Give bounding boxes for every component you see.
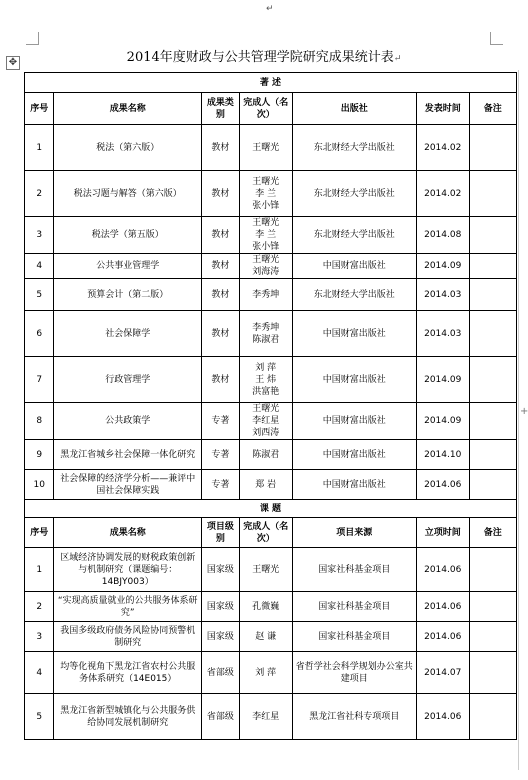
cell-authors: 李红星: [239, 694, 292, 740]
publication-row: [25, 125, 517, 171]
project-row: [25, 694, 517, 740]
publication-row: [25, 254, 517, 279]
publication-row: [25, 217, 517, 254]
page-corner-mark: [26, 32, 39, 45]
cell-note: [469, 357, 516, 403]
publication-row: [25, 171, 517, 217]
section-header: 课 题: [25, 500, 517, 518]
document-title: [0, 46, 528, 65]
cell-type: 教材: [201, 311, 239, 357]
cell-type: 教材: [201, 171, 239, 217]
cell-no: 3: [25, 622, 54, 652]
cell-authors: 王曙光: [239, 548, 292, 592]
column-header: 立项时间: [416, 518, 469, 548]
cell-no: 4: [25, 652, 54, 694]
cell-note: [469, 171, 516, 217]
cell-authors: 王曙光 李红星 刘西涛: [239, 403, 292, 440]
column-header: 成果名称: [54, 93, 201, 125]
cell-no: 2: [25, 592, 54, 622]
cell-authors: 李秀坤: [239, 279, 292, 311]
cell-source: 国家社科基金项目: [292, 592, 416, 622]
cell-authors: 李秀坤 陈淑君: [239, 311, 292, 357]
cell-name: 区域经济协调发展的财税政策创新与机制研究（课题编号：14BJY003）: [54, 548, 201, 592]
cell-publisher: 东北财经大学出版社: [292, 217, 416, 254]
cell-level: 省部级: [201, 652, 239, 694]
cell-no: 3: [25, 217, 54, 254]
cell-publisher: 中国财富出版社: [292, 254, 416, 279]
cell-note: [469, 440, 516, 470]
cell-no: 9: [25, 440, 54, 470]
cell-date: 2014.06: [416, 470, 469, 500]
cell-type: 专著: [201, 440, 239, 470]
publication-row: [25, 311, 517, 357]
cell-date: 2014.09: [416, 254, 469, 279]
cell-note: [469, 254, 516, 279]
cell-name: 预算会计（第二版）: [54, 279, 201, 311]
cell-publisher: 中国财富出版社: [292, 403, 416, 440]
cell-type: 专著: [201, 470, 239, 500]
cell-type: 教材: [201, 254, 239, 279]
cell-name: 社会保障的经济学分析——兼评中国社会保障实践: [54, 470, 201, 500]
cell-authors: 孔微巍: [239, 592, 292, 622]
cell-source: 省哲学社会科学规划办公室共建项目: [292, 652, 416, 694]
project-row: [25, 548, 517, 592]
cell-authors: 郑 岩: [239, 470, 292, 500]
cell-authors: 刘 萍 王 炜 洪富艳: [239, 357, 292, 403]
column-header: 备注: [469, 93, 516, 125]
margin-add-icon[interactable]: +: [520, 406, 528, 417]
cell-publisher: 中国财富出版社: [292, 470, 416, 500]
cell-note: [469, 217, 516, 254]
cell-authors: 刘 萍: [239, 652, 292, 694]
publication-row: [25, 357, 517, 403]
cell-level: 国家级: [201, 592, 239, 622]
cell-publisher: 中国财富出版社: [292, 440, 416, 470]
cell-name: 均等化视角下黑龙江省农村公共服务体系研究（14E015）: [54, 652, 201, 694]
cell-name: 税法学（第五版）: [54, 217, 201, 254]
cell-type: 教材: [201, 217, 239, 254]
cell-no: 1: [25, 125, 54, 171]
publication-row: [25, 440, 517, 470]
cell-note: [469, 652, 516, 694]
cell-no: 8: [25, 403, 54, 440]
cell-date: 2014.02: [416, 125, 469, 171]
cell-name: 社会保障学: [54, 311, 201, 357]
cell-no: 10: [25, 470, 54, 500]
cell-level: 省部级: [201, 694, 239, 740]
cell-date: 2014.02: [416, 171, 469, 217]
cell-no: 5: [25, 694, 54, 740]
cell-name: 行政管理学: [54, 357, 201, 403]
cell-date: 2014.07: [416, 652, 469, 694]
cell-publisher: 东北财经大学出版社: [292, 279, 416, 311]
cell-date: 2014.06: [416, 548, 469, 592]
cell-publisher: 中国财富出版社: [292, 311, 416, 357]
page-corner-mark: [490, 32, 503, 45]
cell-source: 国家社科基金项目: [292, 548, 416, 592]
cell-date: 2014.06: [416, 622, 469, 652]
cell-note: [469, 592, 516, 622]
cell-note: [469, 403, 516, 440]
cell-publisher: 中国财富出版社: [292, 357, 416, 403]
project-row: [25, 592, 517, 622]
column-header: 项目级别: [201, 518, 239, 548]
cell-note: [469, 279, 516, 311]
cell-name: 我国多级政府债务风险协同预警机制研究: [54, 622, 201, 652]
column-header: 序号: [25, 518, 54, 548]
cell-authors: 王曙光 李 兰 张小锋: [239, 171, 292, 217]
results-table: [24, 72, 517, 740]
cell-no: 4: [25, 254, 54, 279]
table-move-handle-icon[interactable]: ✥: [6, 56, 20, 70]
cell-note: [469, 470, 516, 500]
cell-date: 2014.09: [416, 403, 469, 440]
margin-rule: [518, 70, 519, 770]
column-header: 完成人（名次）: [239, 93, 292, 125]
column-header: 序号: [25, 93, 54, 125]
title-text: 2014年度财政与公共管理学院研究成果统计表: [126, 50, 394, 65]
cell-note: [469, 694, 516, 740]
cell-date: 2014.03: [416, 311, 469, 357]
cell-name: 黑龙江省新型城镇化与公共服务供给协同发展机制研究: [54, 694, 201, 740]
project-row: [25, 622, 517, 652]
cell-date: 2014.10: [416, 440, 469, 470]
cell-authors: 赵 谦: [239, 622, 292, 652]
cell-no: 5: [25, 279, 54, 311]
cell-date: 2014.06: [416, 694, 469, 740]
cell-source: 国家社科基金项目: [292, 622, 416, 652]
cell-authors: 王曙光 李 兰 张小锋: [239, 217, 292, 254]
cell-note: [469, 125, 516, 171]
cell-name: “实现高质量就业的公共服务体系研究”: [54, 592, 201, 622]
publication-row: [25, 279, 517, 311]
paragraph-mark-icon: ↵: [393, 54, 402, 64]
cell-publisher: 东北财经大学出版社: [292, 125, 416, 171]
section-header: 著 述: [25, 73, 517, 93]
cell-date: 2014.06: [416, 592, 469, 622]
cell-note: [469, 548, 516, 592]
paragraph-mark-icon: ↵: [266, 4, 274, 14]
cell-no: 7: [25, 357, 54, 403]
cell-authors: 陈淑君: [239, 440, 292, 470]
cell-name: 税法（第六版）: [54, 125, 201, 171]
cell-authors: 王曙光 刘海涛: [239, 254, 292, 279]
cell-name: 公共事业管理学: [54, 254, 201, 279]
cell-authors: 王曙光: [239, 125, 292, 171]
cell-note: [469, 311, 516, 357]
cell-type: 教材: [201, 357, 239, 403]
column-header: 完成人（名次）: [239, 518, 292, 548]
column-header: 出版社: [292, 93, 416, 125]
publication-row: [25, 470, 517, 500]
cell-date: 2014.08: [416, 217, 469, 254]
cell-note: [469, 622, 516, 652]
cell-name: 公共政策学: [54, 403, 201, 440]
cell-date: 2014.03: [416, 279, 469, 311]
cell-no: 6: [25, 311, 54, 357]
cell-publisher: 东北财经大学出版社: [292, 171, 416, 217]
cell-name: 税法习题与解答（第六版）: [54, 171, 201, 217]
cell-type: 教材: [201, 125, 239, 171]
publication-row: [25, 403, 517, 440]
column-header: 项目来源: [292, 518, 416, 548]
cell-level: 国家级: [201, 622, 239, 652]
cell-date: 2014.09: [416, 357, 469, 403]
cell-name: 黑龙江省城乡社会保障一体化研究: [54, 440, 201, 470]
cell-source: 黑龙江省社科专项项目: [292, 694, 416, 740]
column-header: 成果类别: [201, 93, 239, 125]
cell-level: 国家级: [201, 548, 239, 592]
cell-no: 2: [25, 171, 54, 217]
column-header: 成果名称: [54, 518, 201, 548]
column-header: 备注: [469, 518, 516, 548]
cell-no: 1: [25, 548, 54, 592]
column-header: 发表时间: [416, 93, 469, 125]
cell-type: 专著: [201, 403, 239, 440]
project-row: [25, 652, 517, 694]
cell-type: 教材: [201, 279, 239, 311]
